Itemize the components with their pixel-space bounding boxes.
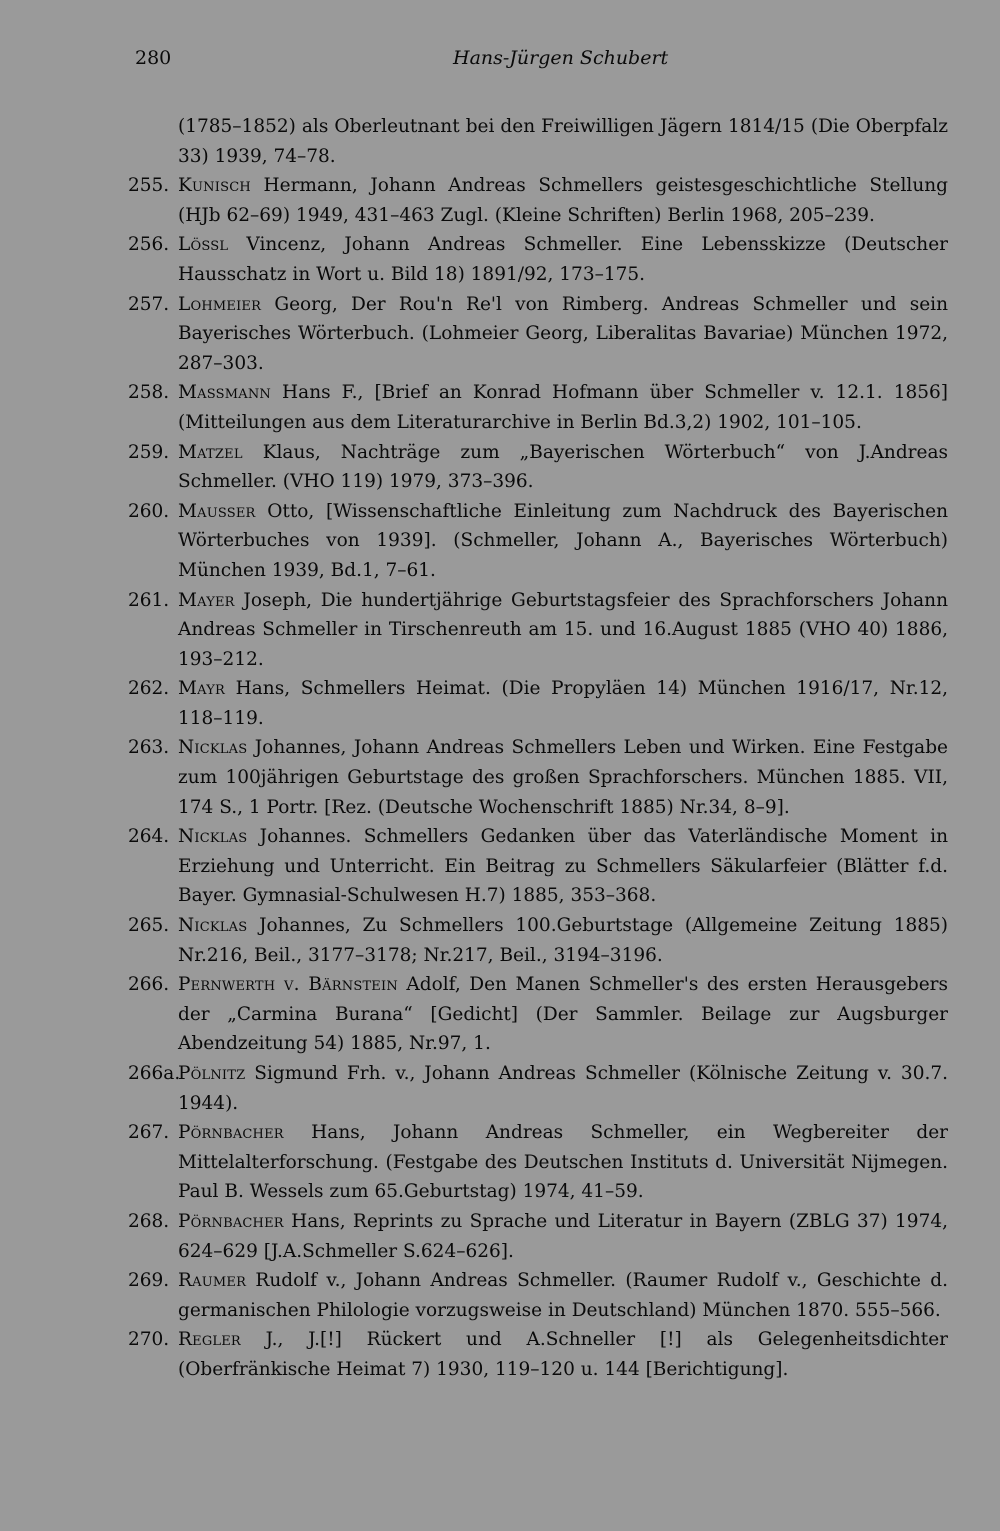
- entry-text: Johannes. Schmellers Gedanken über das Vaterländische Moment in Erziehung und Unterricht. Ein Beitrag zu Schmellers Säkularfeier (Blätter f.d. Bayer. Gymnasial-Schulwesen H.7) 1885, 353–368.: [178, 826, 948, 907]
- entry-author: Matzel: [178, 441, 243, 463]
- entry-text: Hans F., [Brief an Konrad Hofmann über Schmeller v. 12.1. 1856] (Mitteilungen aus dem Literaturarchive in Berlin Bd.3,2) 1902, 101–105.: [178, 382, 948, 433]
- bibliography-entry: [128, 1325, 948, 1384]
- bibliography-list: [128, 112, 948, 1385]
- bibliography-entry: [128, 1059, 948, 1118]
- entry-number: 262.: [128, 678, 170, 700]
- bibliography-entry: [128, 378, 948, 437]
- entry-author: Pörnbacher: [178, 1210, 284, 1232]
- entry-text: Hans, Schmellers Heimat. (Die Propyläen 14) München 1916/17, Nr.12, 118–119.: [178, 678, 948, 729]
- entry-author: Lohmeier: [178, 293, 262, 315]
- page-header: [135, 47, 945, 77]
- entry-text: Klaus, Nachträge zum „Bayerischen Wörterbuch“ von J.Andreas Schmeller. (VHO 119) 1979, 373–396.: [178, 441, 948, 493]
- entry-number: 256.: [128, 234, 170, 256]
- entry-number: 263.: [128, 737, 170, 759]
- page-number: 280: [135, 47, 172, 69]
- entry-text: Johannes, Johann Andreas Schmellers Leben und Wirken. Eine Festgabe zum 100jährigen Geburtstage des großen Sprachforschers. München 1885. VII, 174 S., 1 Portr. [Rez. (Deutsche Wochenschrift 1885) Nr.34, 8–9].: [178, 737, 948, 818]
- entry-text: Otto, [Wissenschaftliche Einleitung zum Nachdruck des Bayerischen Wörterbuches von 1939]. (Schmeller, Johann A., Bayerisches Wörterbuch) München 1939, Bd.1, 7–61.: [178, 500, 948, 581]
- entry-author: Mayer: [178, 589, 235, 611]
- entry-author: Mayr: [178, 678, 225, 700]
- bibliography-entry: [128, 822, 948, 911]
- bibliography-entry: [128, 970, 948, 1059]
- entry-author: Regler: [178, 1329, 241, 1351]
- entry-number: 266a.: [128, 1063, 181, 1084]
- entry-number: 266.: [128, 974, 170, 996]
- bibliography-entry: [128, 733, 948, 822]
- bibliography-entry: [128, 911, 948, 970]
- entry-number: 260.: [128, 500, 170, 522]
- entry-text: Rudolf v., Johann Andreas Schmeller. (Raumer Rudolf v., Geschichte d. germanischen Philologie vorzugsweise in Deutschland) München 1870. 555–566.: [178, 1270, 948, 1321]
- entry-number: 258.: [128, 382, 170, 404]
- bibliography-entry: [128, 1118, 948, 1207]
- entry-author: Pörnbacher: [178, 1122, 284, 1144]
- entry-number: 264.: [128, 826, 170, 848]
- entry-number: 270.: [128, 1329, 170, 1351]
- entry-author: Nicklas: [178, 826, 248, 848]
- entry-author: Raumer: [178, 1270, 247, 1292]
- bibliography-entry: [128, 586, 948, 675]
- entry-author: Pernwerth v. Bärnstein: [178, 974, 398, 996]
- entry-text: Georg, Der Rou'n Re'l von Rimberg. Andreas Schmeller und sein Bayerisches Wörterbuch. (Lohmeier Georg, Liberalitas Bavariae) München 1972, 287–303.: [178, 293, 948, 374]
- bibliography-entry: [128, 171, 948, 230]
- bibliography-entry: [128, 674, 948, 733]
- entry-number: 268.: [128, 1210, 170, 1232]
- entry-author: Lössl: [178, 234, 229, 256]
- entry-author: Nicklas: [178, 915, 248, 937]
- bibliography-entry: [128, 1207, 948, 1266]
- entry-author: Kunisch: [178, 175, 251, 197]
- entry-author: Nicklas: [178, 737, 248, 759]
- running-head: Hans-Jürgen Schubert: [453, 47, 669, 69]
- entry-list: [128, 171, 948, 1384]
- entry-text: Hans, Johann Andreas Schmeller, ein Wegbereiter der Mittelalterforschung. (Festgabe des Deutschen Instituts d. Universität Nijmegen. Paul B. Wessels zum 65.Geburtstag) 1974, 41–59.: [178, 1122, 948, 1203]
- entry-number: 257.: [128, 293, 170, 315]
- continuation-entry: [128, 112, 948, 171]
- bibliography-entry: [128, 230, 948, 289]
- entry-author: Pölnitz: [178, 1063, 246, 1084]
- entry-text: Joseph, Die hundertjährige Geburtstagsfeier des Sprachforschers Johann Andreas Schmeller in Tirschenreuth am 15. und 16.August 1885 (VHO 40) 1886, 193–212.: [178, 589, 948, 670]
- bibliography-entry: [128, 497, 948, 586]
- bibliography-entry: [128, 290, 948, 379]
- entry-text: (1785–1852) als Oberleutnant bei den Freiwilligen Jägern 1814/15 (Die Oberpfalz 33) 1939, 74–78.: [178, 116, 948, 167]
- entry-text: Hans, Reprints zu Sprache und Literatur in Bayern (ZBLG 37) 1974, 624–629 [J.A.Schmeller S.624–626].: [178, 1210, 948, 1262]
- entry-text: J., J.[!] Rückert und A.Schneller [!] als Gelegenheitsdichter (Oberfränkische Heimat 7) 1930, 119–120 u. 144 [Berichtigung].: [178, 1329, 948, 1380]
- entry-number: 269.: [128, 1270, 170, 1292]
- entry-text: Hermann, Johann Andreas Schmellers geistesgeschichtliche Stellung (HJb 62–69) 1949, 431–463 Zugl. (Kleine Schriften) Berlin 1968, 205–239.: [178, 175, 948, 226]
- entry-author: Mausser: [178, 500, 256, 522]
- entry-text: Vincenz, Johann Andreas Schmeller. Eine Lebensskizze (Deutscher Hausschatz in Wort u. Bild 18) 1891/92, 173–175.: [178, 234, 948, 285]
- entry-text: Adolf, Den Manen Schmeller's des ersten Herausgebers der „Carmina Burana“ [Gedicht] (Der Sammler. Beilage zur Augsburger Abendzeitung 54) 1885, Nr.97, 1.: [178, 974, 948, 1055]
- bibliography-entry: [128, 1266, 948, 1325]
- entry-number: 255.: [128, 175, 170, 197]
- entry-author: Massmann: [178, 382, 271, 404]
- entry-number: 267.: [128, 1122, 170, 1144]
- bibliography-entry: [128, 438, 948, 497]
- entry-number: 259.: [128, 441, 170, 463]
- entry-text: Johannes, Zu Schmellers 100.Geburtstage (Allgemeine Zeitung 1885) Nr.216, Beil., 3177–3178; Nr.217, Beil., 3194–3196.: [178, 915, 948, 966]
- entry-number: 265.: [128, 915, 170, 937]
- entry-number: 261.: [128, 589, 170, 611]
- entry-text: Sigmund Frh. v., Johann Andreas Schmeller (Kölnische Zeitung v. 30.7. 1944).: [178, 1063, 948, 1114]
